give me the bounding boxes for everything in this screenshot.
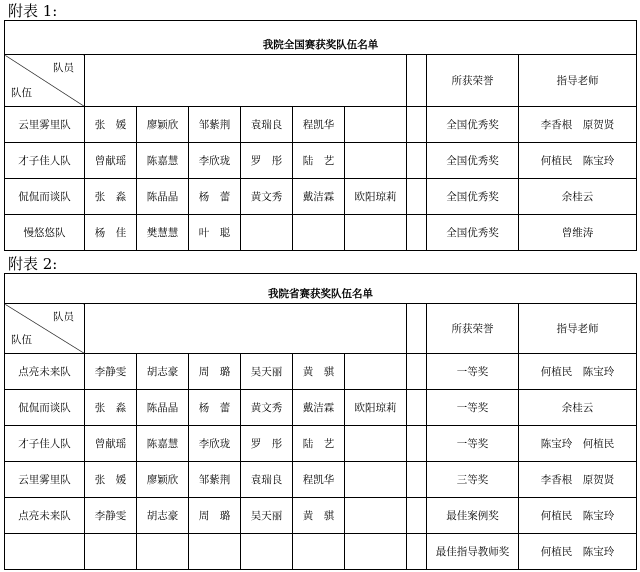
member-name	[345, 107, 407, 143]
member-name: 胡志豪	[137, 498, 189, 534]
table-row	[5, 179, 637, 215]
table-row	[5, 143, 637, 179]
member-name	[345, 215, 407, 251]
team-name: 慢悠悠队	[5, 215, 85, 251]
member-name: 张 媛	[85, 107, 137, 143]
member-name	[345, 534, 407, 570]
member-name: 陆 艺	[293, 143, 345, 179]
member-name: 戴洁霖	[293, 179, 345, 215]
national-award-table	[4, 20, 637, 251]
member-name: 欧阳琼莉	[345, 179, 407, 215]
member-name: 陈嘉慧	[137, 426, 189, 462]
teacher-value: 李香根 原贺贤	[519, 107, 637, 143]
member-name: 邹紫荆	[189, 107, 241, 143]
member-name: 李静雯	[85, 354, 137, 390]
member-name: 程凯华	[293, 107, 345, 143]
member-name: 张 淼	[85, 179, 137, 215]
member-name: 杨 佳	[85, 215, 137, 251]
member-name: 陈晶晶	[137, 179, 189, 215]
members-header-blank	[85, 304, 407, 354]
team-name: 点亮未来队	[5, 498, 85, 534]
table2-title: 我院省赛获奖队伍名单	[5, 274, 637, 304]
teacher-header: 指导老师	[519, 304, 637, 354]
member-name: 袁瑞良	[241, 462, 293, 498]
member-name: 罗 彤	[241, 426, 293, 462]
member-name: 叶 聪	[189, 215, 241, 251]
spacer-cell	[407, 107, 427, 143]
member-name: 张 淼	[85, 390, 137, 426]
member-name: 邹紫荆	[189, 462, 241, 498]
table-row	[5, 354, 637, 390]
member-name: 廖颖欣	[137, 107, 189, 143]
teacher-value: 何植民 陈宝玲	[519, 143, 637, 179]
award-value: 一等奖	[427, 354, 519, 390]
provincial-award-table	[4, 273, 637, 570]
award-value: 三等奖	[427, 462, 519, 498]
member-name: 杨 蕾	[189, 179, 241, 215]
spacer-cell	[407, 390, 427, 426]
member-name	[85, 534, 137, 570]
award-value: 最佳案例奖	[427, 498, 519, 534]
member-name	[345, 426, 407, 462]
spacer-cell	[407, 215, 427, 251]
award-header: 所获荣誉	[427, 304, 519, 354]
team-name: 侃侃而谈队	[5, 179, 85, 215]
teacher-value: 余桂云	[519, 179, 637, 215]
member-name: 樊慧慧	[137, 215, 189, 251]
team-name	[5, 534, 85, 570]
member-name	[137, 534, 189, 570]
members-header-blank	[85, 55, 407, 107]
team-header: 队伍	[11, 87, 32, 99]
member-name: 陆 艺	[293, 426, 345, 462]
member-name: 程凯华	[293, 462, 345, 498]
award-value: 最佳指导教师奖	[427, 534, 519, 570]
member-name: 胡志豪	[137, 354, 189, 390]
member-name: 周 璐	[189, 354, 241, 390]
award-value: 一等奖	[427, 390, 519, 426]
team-name: 才子佳人队	[5, 426, 85, 462]
teacher-value: 何植民 陈宝玲	[519, 498, 637, 534]
member-name: 欧阳琼莉	[345, 390, 407, 426]
member-name: 廖颖欣	[137, 462, 189, 498]
table-row	[5, 107, 637, 143]
team-name: 云里雾里队	[5, 462, 85, 498]
member-name: 黄文秀	[241, 179, 293, 215]
teacher-value: 何植民 陈宝玲	[519, 354, 637, 390]
spacer-cell	[407, 426, 427, 462]
member-name	[241, 215, 293, 251]
table-row	[5, 426, 637, 462]
member-name: 罗 彤	[241, 143, 293, 179]
member-name: 曾献瑶	[85, 426, 137, 462]
spacer-cell	[407, 498, 427, 534]
spacer-cell	[407, 143, 427, 179]
member-name: 袁瑞良	[241, 107, 293, 143]
member-name	[345, 498, 407, 534]
spacer-cell	[407, 534, 427, 570]
member-name: 李欣珑	[189, 143, 241, 179]
member-name: 李欣珑	[189, 426, 241, 462]
award-value: 一等奖	[427, 426, 519, 462]
member-name: 李静雯	[85, 498, 137, 534]
team-name: 云里雾里队	[5, 107, 85, 143]
award-value: 全国优秀奖	[427, 143, 519, 179]
table1-title: 我院全国赛获奖队伍名单	[5, 21, 637, 55]
member-name: 周 璐	[189, 498, 241, 534]
table2-caption: 附表 2:	[8, 255, 58, 273]
table-row	[5, 498, 637, 534]
spacer-cell	[407, 304, 427, 354]
member-name: 黄文秀	[241, 390, 293, 426]
members-header: 队员	[53, 62, 74, 74]
member-name: 张 媛	[85, 462, 137, 498]
members-header: 队员	[53, 311, 74, 323]
member-name: 吴天丽	[241, 498, 293, 534]
team-name: 侃侃而谈队	[5, 390, 85, 426]
award-value: 全国优秀奖	[427, 179, 519, 215]
member-name: 黄 骐	[293, 498, 345, 534]
teacher-value: 余桂云	[519, 390, 637, 426]
spacer-cell	[407, 55, 427, 107]
member-name: 陈嘉慧	[137, 143, 189, 179]
teacher-header: 指导老师	[519, 55, 637, 107]
award-value: 全国优秀奖	[427, 107, 519, 143]
table-row	[5, 462, 637, 498]
member-name	[345, 354, 407, 390]
table1-caption: 附表 1:	[8, 2, 58, 20]
award-header: 所获荣誉	[427, 55, 519, 107]
member-name	[293, 215, 345, 251]
member-name	[241, 534, 293, 570]
member-name	[293, 534, 345, 570]
member-name	[189, 534, 241, 570]
spacer-cell	[407, 179, 427, 215]
team-name: 才子佳人队	[5, 143, 85, 179]
table-row	[5, 215, 637, 251]
member-name: 吴天丽	[241, 354, 293, 390]
member-name: 陈晶晶	[137, 390, 189, 426]
member-name: 杨 蕾	[189, 390, 241, 426]
teacher-value: 曾维涛	[519, 215, 637, 251]
table2-diagonal-header	[5, 304, 85, 354]
teacher-value: 李香根 原贺贤	[519, 462, 637, 498]
team-header: 队伍	[11, 334, 32, 346]
spacer-cell	[407, 462, 427, 498]
table1-diagonal-header	[5, 55, 85, 107]
team-name: 点亮未来队	[5, 354, 85, 390]
member-name: 戴洁霖	[293, 390, 345, 426]
member-name: 黄 骐	[293, 354, 345, 390]
award-value: 全国优秀奖	[427, 215, 519, 251]
member-name	[345, 143, 407, 179]
table-row	[5, 390, 637, 426]
member-name: 曾献瑶	[85, 143, 137, 179]
member-name	[345, 462, 407, 498]
teacher-value: 何植民 陈宝玲	[519, 534, 637, 570]
spacer-cell	[407, 354, 427, 390]
table-row	[5, 534, 637, 570]
teacher-value: 陈宝玲 何植民	[519, 426, 637, 462]
